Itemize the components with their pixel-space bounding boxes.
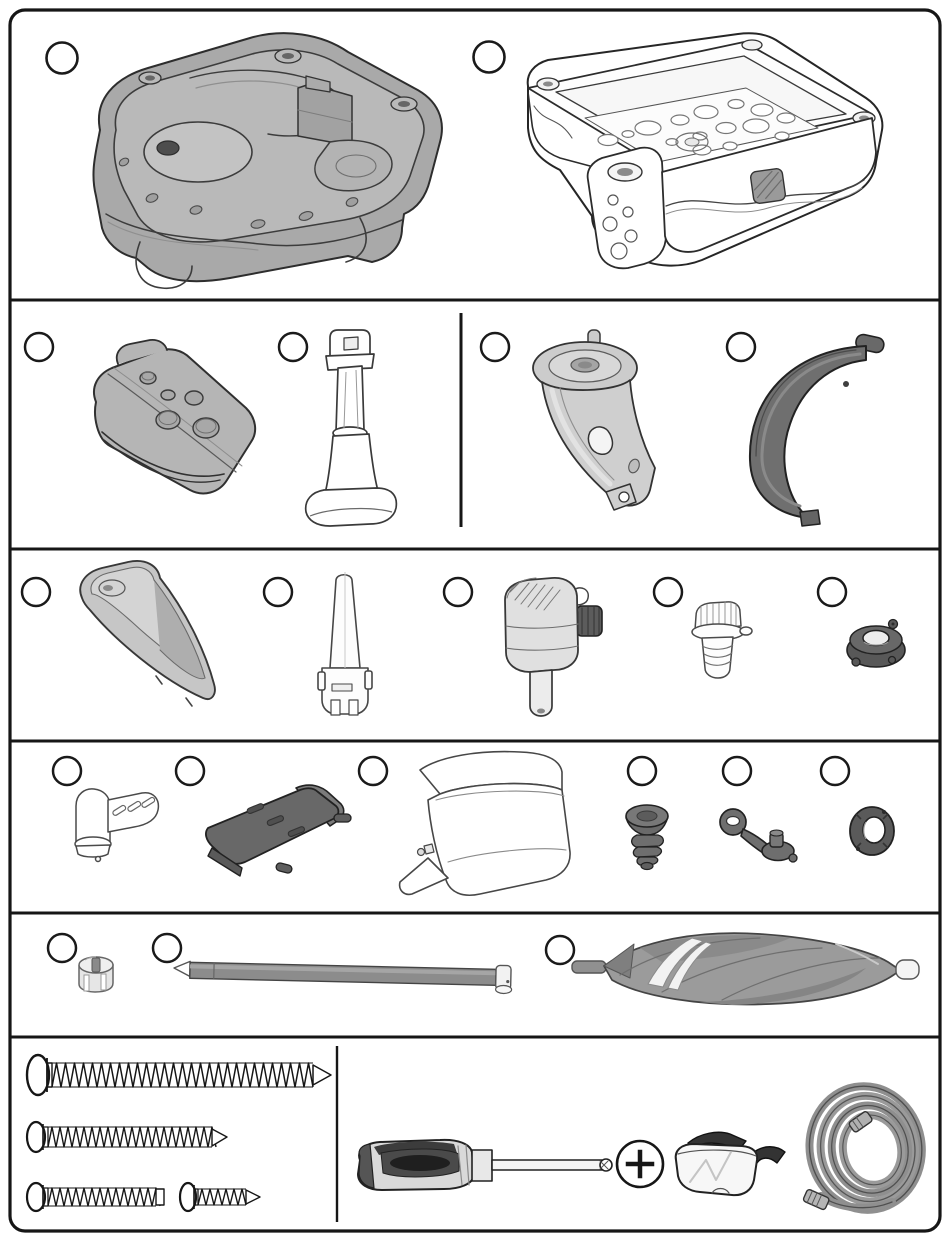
grommet-nut-part xyxy=(850,807,894,855)
phillips-plus-badge-icon xyxy=(617,1141,663,1187)
cap-nut-part xyxy=(79,957,113,992)
